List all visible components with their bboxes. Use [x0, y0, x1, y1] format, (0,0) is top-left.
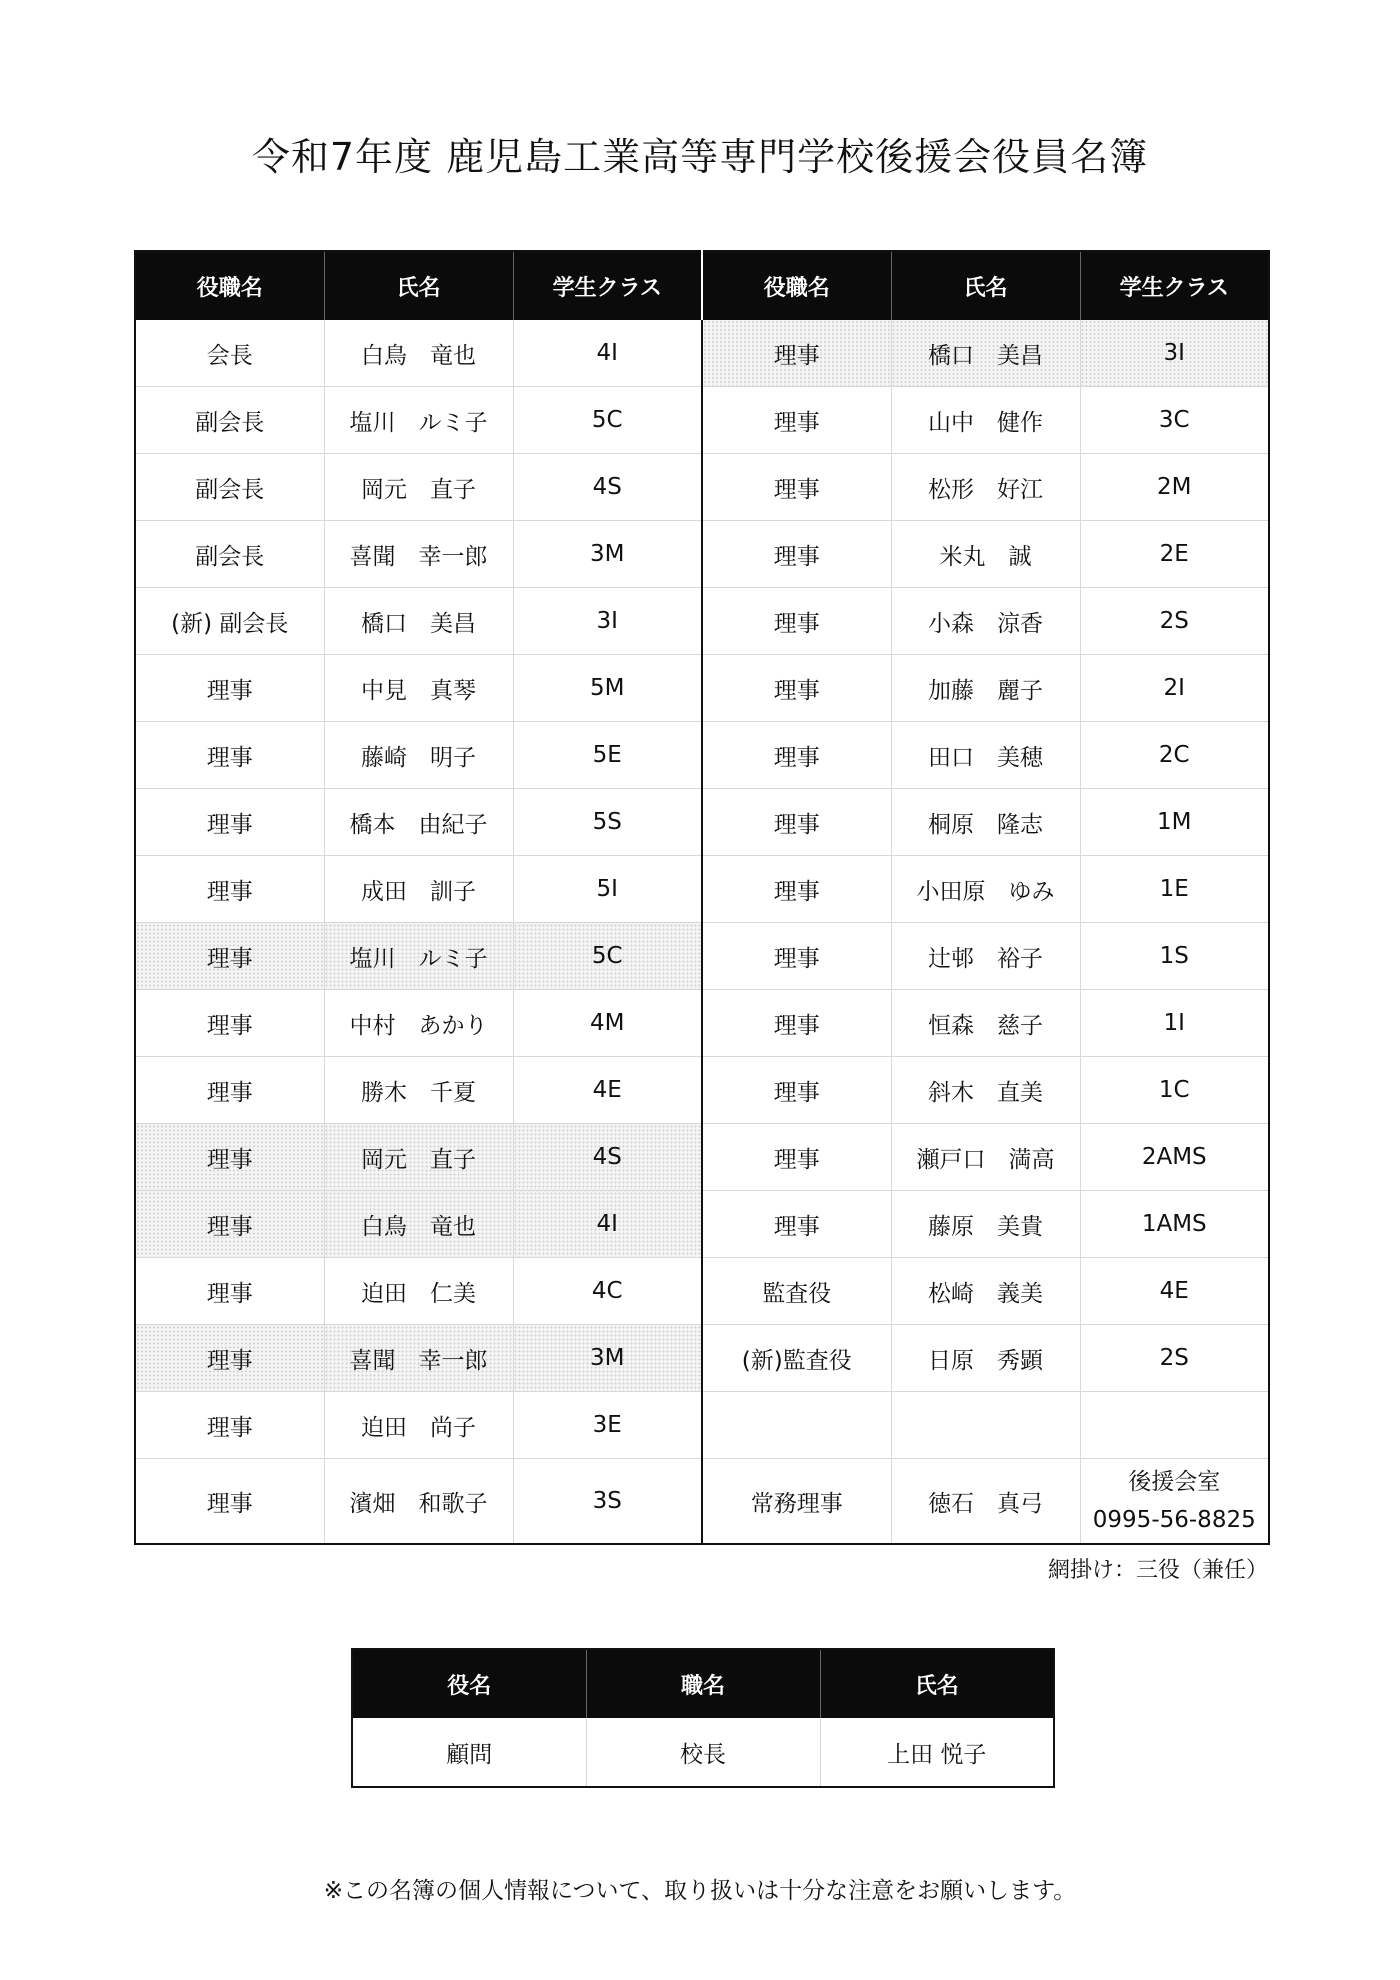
left-class-cell: 3E	[513, 1392, 702, 1459]
right-role-cell: 理事	[702, 1124, 891, 1191]
right-name-cell: 加藤 麗子	[891, 655, 1080, 722]
roster-row	[135, 856, 1269, 923]
advisor-header-row	[352, 1649, 1054, 1718]
right-class-cell: 3I	[1080, 320, 1269, 387]
left-role-cell: 理事	[135, 1124, 324, 1191]
right-role-cell: 理事	[702, 521, 891, 588]
roster-row	[135, 722, 1269, 789]
left-role-cell: (新) 副会長	[135, 588, 324, 655]
right-name-cell	[891, 1392, 1080, 1459]
right-class-cell: 2E	[1080, 521, 1269, 588]
roster-row	[135, 320, 1269, 387]
left-name-cell: 白鳥 竜也	[324, 1191, 513, 1258]
header-class-right: 学生クラス	[1080, 251, 1269, 320]
roster-row	[135, 1191, 1269, 1258]
privacy-footer-note: ※この名簿の個人情報について、取り扱いは十分な注意をお願いします。	[323, 1878, 1077, 1904]
advisor-position-cell: 校長	[586, 1718, 820, 1787]
roster-row	[135, 1258, 1269, 1325]
right-role-cell: 理事	[702, 655, 891, 722]
left-role-cell: 理事	[135, 923, 324, 990]
right-class-cell: 1M	[1080, 789, 1269, 856]
advisor-header-position: 職名	[586, 1649, 820, 1718]
left-class-cell: 5C	[513, 923, 702, 990]
roster-row	[135, 990, 1269, 1057]
right-class-cell: 4E	[1080, 1258, 1269, 1325]
advisor-name-cell: 上田 悦子	[820, 1718, 1054, 1787]
right-class-line2: 0995-56-8825	[1092, 1507, 1256, 1533]
advisor-header-name: 氏名	[820, 1649, 1054, 1718]
left-class-cell: 4I	[513, 320, 702, 387]
header-role-left: 役職名	[135, 251, 324, 320]
roster-row	[135, 387, 1269, 454]
left-class-cell: 5M	[513, 655, 702, 722]
roster-row	[135, 1057, 1269, 1124]
left-role-cell: 理事	[135, 990, 324, 1057]
right-class-cell	[1080, 1459, 1269, 1545]
advisor-role-cell: 顧問	[352, 1718, 586, 1787]
left-role-cell: 理事	[135, 655, 324, 722]
header-name-right: 氏名	[891, 251, 1080, 320]
left-name-cell: 白鳥 竜也	[324, 320, 513, 387]
right-name-cell: 松崎 義美	[891, 1258, 1080, 1325]
left-role-cell: 理事	[135, 1191, 324, 1258]
left-name-cell: 藤崎 明子	[324, 722, 513, 789]
right-name-cell: 斜木 直美	[891, 1057, 1080, 1124]
left-name-cell: 成田 訓子	[324, 856, 513, 923]
advisor-header-role: 役名	[352, 1649, 586, 1718]
right-class-cell: 1S	[1080, 923, 1269, 990]
roster-row	[135, 1459, 1269, 1545]
right-name-cell: 小田原 ゆみ	[891, 856, 1080, 923]
right-role-cell: 理事	[702, 923, 891, 990]
left-name-cell: 橋口 美昌	[324, 588, 513, 655]
right-class-cell: 2S	[1080, 1325, 1269, 1392]
left-role-cell: 理事	[135, 789, 324, 856]
roster-row	[135, 923, 1269, 990]
left-class-cell: 3M	[513, 1325, 702, 1392]
left-name-cell: 岡元 直子	[324, 1124, 513, 1191]
left-name-cell: 濱畑 和歌子	[324, 1459, 513, 1545]
right-name-cell: 辻邨 裕子	[891, 923, 1080, 990]
right-class-line1: 後援会室	[1128, 1469, 1221, 1495]
left-role-cell: 理事	[135, 1392, 324, 1459]
left-class-cell: 5S	[513, 789, 702, 856]
left-class-cell: 4I	[513, 1191, 702, 1258]
left-role-cell: 理事	[135, 722, 324, 789]
right-role-cell: 理事	[702, 588, 891, 655]
left-class-cell: 3I	[513, 588, 702, 655]
right-role-cell: 理事	[702, 856, 891, 923]
right-name-cell: 藤原 美貴	[891, 1191, 1080, 1258]
right-class-cell: 2I	[1080, 655, 1269, 722]
right-role-cell: 理事	[702, 1057, 891, 1124]
left-class-cell: 5I	[513, 856, 702, 923]
right-name-cell: 桐原 隆志	[891, 789, 1080, 856]
left-class-cell: 4S	[513, 1124, 702, 1191]
roster-row	[135, 454, 1269, 521]
left-role-cell: 理事	[135, 1459, 324, 1545]
right-class-cell: 3C	[1080, 387, 1269, 454]
left-class-cell: 4S	[513, 454, 702, 521]
right-role-cell: 常務理事	[702, 1459, 891, 1545]
roster-row	[135, 521, 1269, 588]
left-name-cell: 迫田 仁美	[324, 1258, 513, 1325]
left-name-cell: 塩川 ルミ子	[324, 923, 513, 990]
advisor-row	[352, 1718, 1054, 1787]
right-name-cell: 山中 健作	[891, 387, 1080, 454]
right-role-cell: 理事	[702, 454, 891, 521]
shading-legend-note: 網掛け：三役（兼任）	[1047, 1558, 1268, 1583]
left-name-cell: 橋本 由紀子	[324, 789, 513, 856]
right-name-cell: 橋口 美昌	[891, 320, 1080, 387]
right-role-cell: 理事	[702, 1191, 891, 1258]
right-class-cell: 1AMS	[1080, 1191, 1269, 1258]
right-name-cell: 恒森 慈子	[891, 990, 1080, 1057]
roster-row	[135, 789, 1269, 856]
left-name-cell: 喜聞 幸一郎	[324, 1325, 513, 1392]
left-role-cell: 副会長	[135, 454, 324, 521]
right-role-cell: 監査役	[702, 1258, 891, 1325]
officer-roster-table	[134, 250, 1270, 1545]
right-class-cell: 2AMS	[1080, 1124, 1269, 1191]
left-name-cell: 岡元 直子	[324, 454, 513, 521]
left-role-cell: 理事	[135, 1258, 324, 1325]
left-class-cell: 3M	[513, 521, 702, 588]
left-name-cell: 中見 真琴	[324, 655, 513, 722]
left-class-cell: 4E	[513, 1057, 702, 1124]
left-class-cell: 5C	[513, 387, 702, 454]
left-name-cell: 勝木 千夏	[324, 1057, 513, 1124]
left-role-cell: 会長	[135, 320, 324, 387]
right-name-cell: 松形 好江	[891, 454, 1080, 521]
left-role-cell: 理事	[135, 1325, 324, 1392]
right-role-cell: 理事	[702, 320, 891, 387]
left-class-cell: 4M	[513, 990, 702, 1057]
right-name-cell: 田口 美穂	[891, 722, 1080, 789]
advisor-table	[351, 1648, 1055, 1788]
right-name-cell: 日原 秀顕	[891, 1325, 1080, 1392]
right-role-cell: 理事	[702, 387, 891, 454]
roster-row	[135, 1124, 1269, 1191]
left-role-cell: 理事	[135, 856, 324, 923]
left-class-cell: 3S	[513, 1459, 702, 1545]
right-role-cell	[702, 1392, 891, 1459]
right-class-cell	[1080, 1392, 1269, 1459]
header-role-right: 役職名	[702, 251, 891, 320]
right-class-cell: 2S	[1080, 588, 1269, 655]
right-role-cell: (新)監査役	[702, 1325, 891, 1392]
right-role-cell: 理事	[702, 722, 891, 789]
right-class-cell: 2M	[1080, 454, 1269, 521]
header-class-left: 学生クラス	[513, 251, 702, 320]
right-name-cell: 徳石 真弓	[891, 1459, 1080, 1545]
roster-header-row	[135, 251, 1269, 320]
right-name-cell: 米丸 誠	[891, 521, 1080, 588]
page-title: 令和7年度 鹿児島工業高等専門学校後援会役員名簿	[251, 135, 1149, 179]
right-name-cell: 小森 涼香	[891, 588, 1080, 655]
right-role-cell: 理事	[702, 990, 891, 1057]
header-name-left: 氏名	[324, 251, 513, 320]
right-class-cell: 2C	[1080, 722, 1269, 789]
left-name-cell: 喜聞 幸一郎	[324, 521, 513, 588]
roster-row	[135, 1325, 1269, 1392]
left-role-cell: 理事	[135, 1057, 324, 1124]
left-role-cell: 副会長	[135, 387, 324, 454]
right-class-cell: 1C	[1080, 1057, 1269, 1124]
right-class-cell: 1E	[1080, 856, 1269, 923]
right-class-cell: 1I	[1080, 990, 1269, 1057]
right-name-cell: 瀬戸口 満高	[891, 1124, 1080, 1191]
left-class-cell: 4C	[513, 1258, 702, 1325]
left-role-cell: 副会長	[135, 521, 324, 588]
left-class-cell: 5E	[513, 722, 702, 789]
left-name-cell: 塩川 ルミ子	[324, 387, 513, 454]
roster-row	[135, 1392, 1269, 1459]
left-name-cell: 中村 あかり	[324, 990, 513, 1057]
roster-row	[135, 655, 1269, 722]
left-name-cell: 迫田 尚子	[324, 1392, 513, 1459]
right-role-cell: 理事	[702, 789, 891, 856]
roster-row	[135, 588, 1269, 655]
